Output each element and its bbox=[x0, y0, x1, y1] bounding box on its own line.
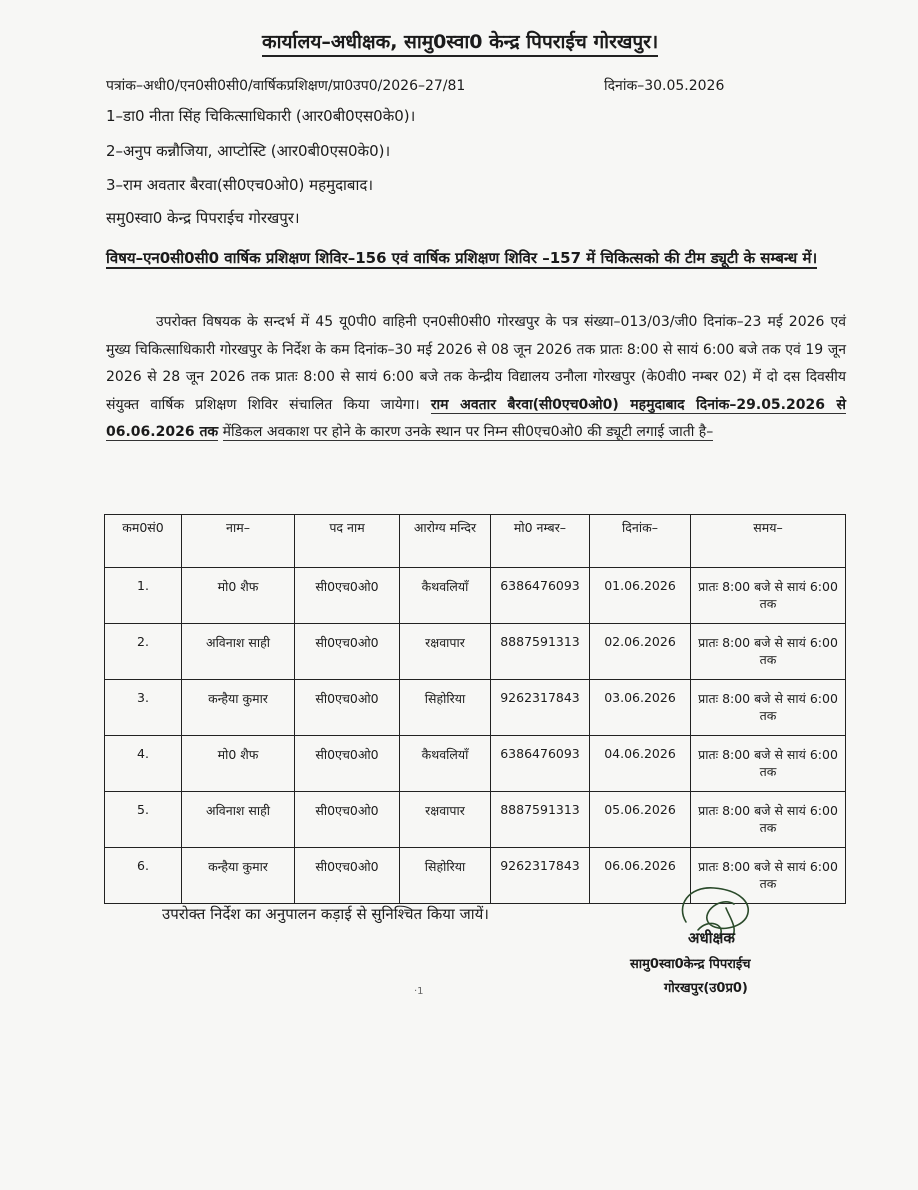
page-mark: ·1 bbox=[414, 986, 424, 997]
cell-designation: सी0एच0ओ0 bbox=[295, 848, 400, 904]
cell-arogya-mandir: रक्षवापार bbox=[400, 624, 491, 680]
cell-time: प्रातः 8:00 बजे से सायं 6:00 तक bbox=[691, 736, 846, 792]
body-highlight: राम अवतार बैरवा(सी0एच0ओ0) महमुदाबाद दिनांक–29.05.2026 से 06.06.2026 तक bbox=[106, 396, 847, 440]
cell-name: अविनाश साही bbox=[182, 792, 295, 848]
cell-arogya-mandir: कैथवलियाँ bbox=[400, 568, 491, 624]
signatory-location: गोरखपुर(उ0प्र0) bbox=[664, 981, 748, 996]
col-serial: कम0सं0 bbox=[105, 515, 182, 568]
cell-designation: सी0एच0ओ0 bbox=[295, 568, 400, 624]
cell-date: 04.06.2026 bbox=[590, 736, 691, 792]
cell-time: प्रातः 8:00 बजे से सायं 6:00 तक bbox=[691, 680, 846, 736]
office-title: कार्यालय–अधीक्षक, सामु0स्वा0 केन्द्र पिपराईच गोरखपुर। bbox=[262, 28, 658, 57]
cell-designation: सी0एच0ओ0 bbox=[295, 624, 400, 680]
subject-line bbox=[106, 244, 846, 272]
cell-name: मो0 शैफ bbox=[182, 568, 295, 624]
table-row bbox=[105, 680, 846, 736]
cell-name: कन्हैया कुमार bbox=[182, 680, 295, 736]
col-time: समय– bbox=[691, 515, 846, 568]
signatory-title: अधीक्षक bbox=[688, 929, 735, 947]
cell-serial: 5. bbox=[105, 792, 182, 848]
cell-mobile: 9262317843 bbox=[491, 680, 590, 736]
addressee-office: समु0स्वा0 केन्द्र पिपराईच गोरखपुर। bbox=[106, 209, 300, 227]
addressee-1: 1–डा0 नीता सिंह चिकित्साधिकारी (आर0बी0एस0के0)। bbox=[106, 107, 416, 125]
cell-arogya-mandir: सिहोरिया bbox=[400, 848, 491, 904]
signatory-office: सामु0स्वा0केन्द्र पिपराईच bbox=[630, 957, 751, 972]
col-arogya-mandir: आरोग्य मन्दिर bbox=[400, 515, 491, 568]
addressee-2: 2–अनुप कन्नौजिया, आप्टोस्टि (आर0बी0एस0के0)। bbox=[106, 142, 391, 160]
body-text: उपरोक्त विषयक के सन्दर्भ में 45 यू0पी0 वाहिनी एन0सी0सी0 गोरखपुर के पत्र संख्या–013/03/जी0 दिनांक–23 मई 2026 एवं मुख्य चिकित्साधिकारी गोरखपुर के निर्देश के कम दिनांक–30 मई 2026 से 08 जून 2026 तक प्रातः 8:00 से सायं 6:00 बजे तक एवं 19 जून 2026 से 28 जून 2026 तक प्रातः 8:00 से सायं 6:00 बजे तक केन्द्रीय विद्यालय उनौला गोरखपुर (के0वी0 नम्बर 02) में दो दस दिवसीय संयुक्त वार्षिक प्रशिक्षण शिविर संचालित किया जायेगा। bbox=[106, 314, 846, 413]
table-row bbox=[105, 568, 846, 624]
cell-name: मो0 शैफ bbox=[182, 736, 295, 792]
cell-time: प्रातः 8:00 बजे से सायं 6:00 तक bbox=[691, 848, 846, 904]
reference-number: पत्रांक–अधी0/एन0सी0सी0/वार्षिकप्रशिक्षण/प्रा0उप0/2026–27/81 bbox=[106, 78, 466, 94]
cell-time: प्रातः 8:00 बजे से सायं 6:00 तक bbox=[691, 624, 846, 680]
cell-serial: 1. bbox=[105, 568, 182, 624]
cell-date: 01.06.2026 bbox=[590, 568, 691, 624]
col-mobile: मो0 नम्बर– bbox=[491, 515, 590, 568]
cell-arogya-mandir: रक्षवापार bbox=[400, 792, 491, 848]
col-name: नाम– bbox=[182, 515, 295, 568]
cell-designation: सी0एच0ओ0 bbox=[295, 680, 400, 736]
table-row bbox=[105, 624, 846, 680]
cell-time: प्रातः 8:00 बजे से सायं 6:00 तक bbox=[691, 792, 846, 848]
cell-time: प्रातः 8:00 बजे से सायं 6:00 तक bbox=[691, 568, 846, 624]
subject-text: विषय–एन0सी0सी0 वार्षिक प्रशिक्षण शिविर–156 एवं वार्षिक प्रशिक्षण शिविर –157 में चिकित्सको की टीम ड्यूटी के सम्बन्ध में। bbox=[106, 249, 818, 267]
body-tail: मेंडिकल अवकाश पर होने के कारण उनके स्थान पर निम्न सी0एच0ओ0 की ड्यूटी लगाई जाती है– bbox=[222, 424, 714, 440]
cell-arogya-mandir: कैथवलियाँ bbox=[400, 736, 491, 792]
cell-mobile: 8887591313 bbox=[491, 792, 590, 848]
cell-date: 03.06.2026 bbox=[590, 680, 691, 736]
cell-serial: 3. bbox=[105, 680, 182, 736]
cell-designation: सी0एच0ओ0 bbox=[295, 792, 400, 848]
table-row bbox=[105, 792, 846, 848]
cell-name: कन्हैया कुमार bbox=[182, 848, 295, 904]
cell-designation: सी0एच0ओ0 bbox=[295, 736, 400, 792]
cell-mobile: 8887591313 bbox=[491, 624, 590, 680]
letter-date: दिनांक–30.05.2026 bbox=[604, 78, 725, 94]
body-paragraph bbox=[106, 309, 846, 447]
cell-serial: 6. bbox=[105, 848, 182, 904]
addressee-3: 3–राम अवतार बैरवा(सी0एच0ओ0) महमुदाबाद। bbox=[106, 176, 374, 194]
cell-serial: 4. bbox=[105, 736, 182, 792]
cell-date: 06.06.2026 bbox=[590, 848, 691, 904]
cell-arogya-mandir: सिहोरिया bbox=[400, 680, 491, 736]
cell-mobile: 6386476093 bbox=[491, 736, 590, 792]
col-date: दिनांक– bbox=[590, 515, 691, 568]
table-header-row bbox=[105, 515, 846, 568]
cell-mobile: 9262317843 bbox=[491, 848, 590, 904]
duty-table bbox=[104, 514, 846, 904]
col-designation: पद नाम bbox=[295, 515, 400, 568]
cell-mobile: 6386476093 bbox=[491, 568, 590, 624]
cell-date: 05.06.2026 bbox=[590, 792, 691, 848]
cell-serial: 2. bbox=[105, 624, 182, 680]
cell-date: 02.06.2026 bbox=[590, 624, 691, 680]
table-row bbox=[105, 736, 846, 792]
closing-instruction: उपरोक्त निर्देश का अनुपालन कड़ाई से सुनिश्चित किया जायें। bbox=[162, 905, 489, 923]
cell-name: अविनाश साही bbox=[182, 624, 295, 680]
